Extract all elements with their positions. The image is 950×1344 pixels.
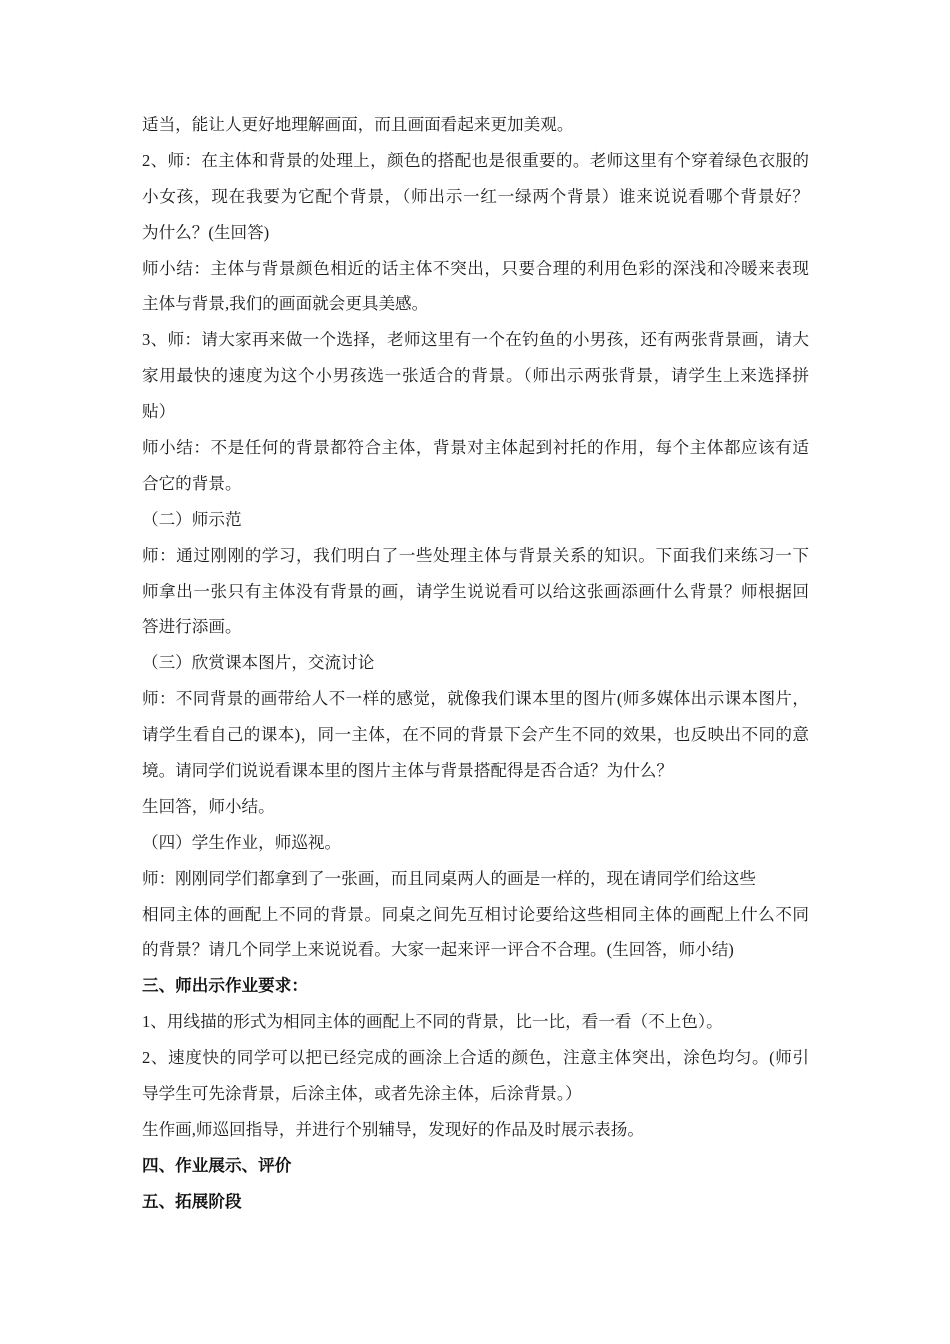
paragraph-line: 师：刚刚同学们都拿到了一张画，而且同桌两人的画是一样的，现在请同学们给这些 <box>142 868 756 888</box>
paragraph-line: 生作画,师巡回指导，并进行个别辅导，发现好的作品及时展示表扬。 <box>142 1119 644 1139</box>
paragraph-line: 主体与背景,我们的画面就会更具美感。 <box>142 294 429 314</box>
paragraph-line: 合它的背景。 <box>142 473 242 493</box>
paragraph-line: 适当，能让人更好地理解画面，而且画面看起来更加美观。 <box>142 115 574 134</box>
paragraph-line: 导学生可先涂背景，后涂主体，或者先涂主体，后涂背景。） <box>142 1084 582 1104</box>
section-heading: 五、拓展阶段 <box>142 1191 242 1211</box>
paragraph-line: 师：通过刚刚的学习，我们明白了一些处理主体与背景关系的知识。下面我们来练习一下 <box>142 545 809 565</box>
paragraph-line: 师小结：不是任何的背景都符合主体，背景对主体起到衬托的作用，每个主体都应该有适 <box>142 438 809 458</box>
paragraph-line: 境。请同学们说说看课本里的图片主体与背景搭配得是否合适？为什么？ <box>142 761 673 781</box>
paragraph-line: 答进行添画。 <box>142 617 242 637</box>
paragraph-line: 2、速度快的同学可以把已经完成的画涂上合适的颜色，注意主体突出，涂色均匀。(师引 <box>142 1048 809 1068</box>
paragraph-line: 2、师：在主体和背景的处理上，颜色的搭配也是很重要的。老师这里有个穿着绿色衣服的 <box>142 150 809 170</box>
paragraph-line: 1、用线描的形式为相同主体的画配上不同的背景，比一比，看一看（不上色）。 <box>142 1012 723 1032</box>
paragraph-line: 3、师：请大家再来做一个选择，老师这里有一个在钓鱼的小男孩，还有两张背景画，请大 <box>142 330 809 350</box>
paragraph-line: 为什么？(生回答) <box>142 222 270 242</box>
section-heading: 三、师出示作业要求： <box>142 976 308 996</box>
document-content <box>142 107 809 1220</box>
section-heading: 四、作业展示、评价 <box>142 1155 292 1175</box>
paragraph-line: 师小结：主体与背景颜色相近的话主体不突出，只要合理的利用色彩的深浅和冷暖来表现 <box>142 258 809 278</box>
paragraph-line: 家用最快的速度为这个小男孩选一张适合的背景。（师出示两张背景，请学生上来选择拼 <box>142 366 809 386</box>
paragraph-line: 请学生看自己的课本)，同一主体，在不同的背景下会产生不同的效果，也反映出不同的意 <box>142 725 809 745</box>
paragraph-line: 师拿出一张只有主体没有背景的画，请学生说说看可以给这张画添画什么背景？师根据回 <box>142 581 809 601</box>
paragraph-line: 相同主体的画配上不同的背景。同桌之间先互相讨论要给这些相同主体的画配上什么不同 <box>142 904 809 924</box>
paragraph-line: 生回答，师小结。 <box>142 796 275 816</box>
paragraph-line: 师：不同背景的画带给人不一样的感觉，就像我们课本里的图片(师多媒体出示课本图片， <box>142 689 809 709</box>
paragraph-line: （二）师示范 <box>142 509 242 529</box>
paragraph-line: （三）欣赏课本图片，交流讨论 <box>142 653 375 673</box>
paragraph-line: 的背景？请几个同学上来说说看。大家一起来评一评合不合理。(生回答，师小结) <box>142 940 734 960</box>
paragraph-line: （四）学生作业，师巡视。 <box>142 832 342 852</box>
paragraph-line: 贴） <box>142 402 176 422</box>
paragraph-line: 小女孩，现在我要为它配个背景，（师出示一红一绿两个背景）谁来说说看哪个背景好？ <box>142 186 809 206</box>
